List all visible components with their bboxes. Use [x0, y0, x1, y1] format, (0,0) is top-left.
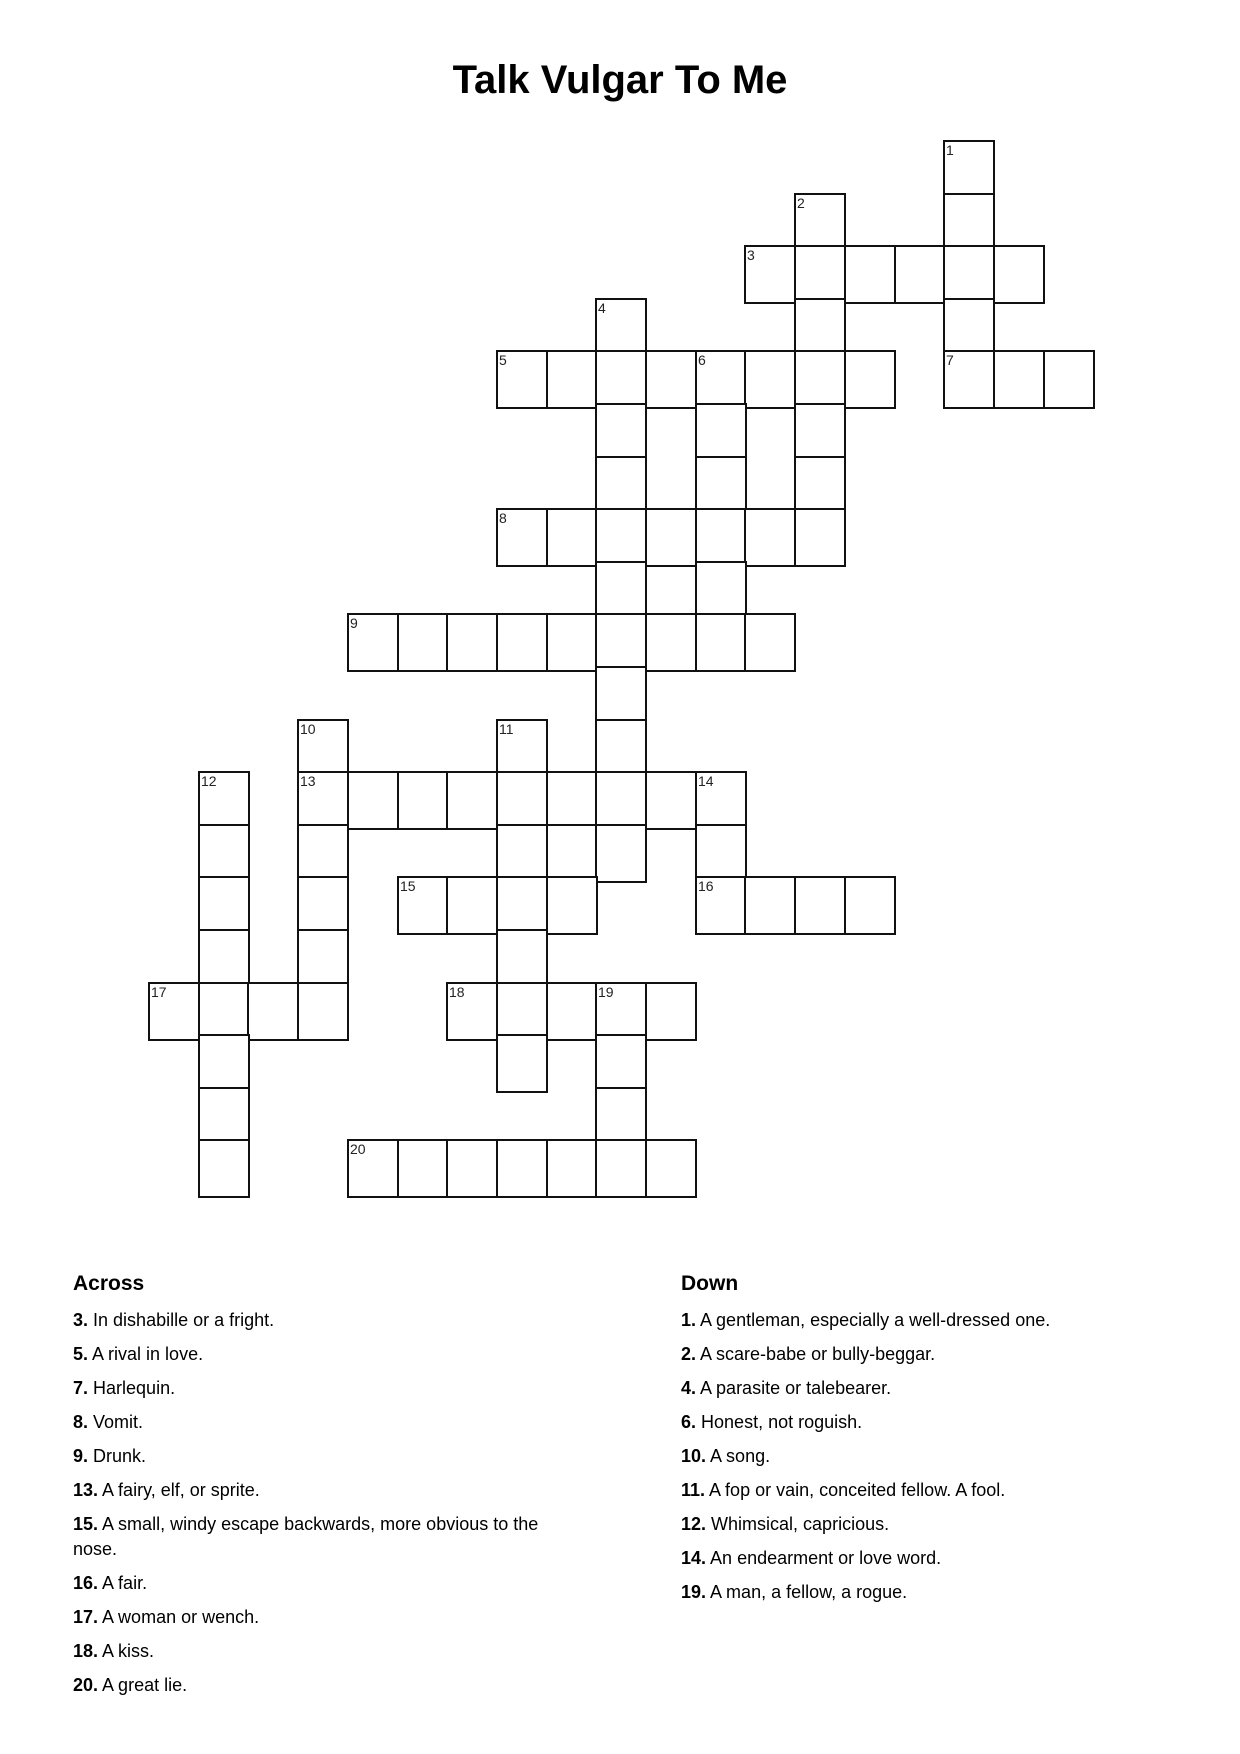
grid-cell[interactable]: [695, 456, 747, 515]
clue-number: 15.: [73, 1514, 99, 1534]
clue-text: A scare-babe or bully-beggar.: [700, 1344, 936, 1364]
clue-text: Vomit.: [93, 1412, 144, 1432]
grid-cell[interactable]: [695, 771, 747, 830]
clue-text: A gentleman, especially a well-dressed one.: [700, 1310, 1051, 1330]
grid-cell[interactable]: [595, 613, 647, 672]
grid-cell[interactable]: [794, 876, 846, 935]
across-clue: [73, 1571, 573, 1596]
clue-number: 2.: [681, 1344, 697, 1364]
clue-number: 8.: [73, 1412, 89, 1432]
grid-cell[interactable]: [198, 771, 250, 830]
clue-number: 1.: [681, 1310, 697, 1330]
grid-cell[interactable]: [198, 982, 250, 1041]
down-clue: [681, 1512, 1181, 1537]
across-clue: [73, 1512, 573, 1562]
grid-cell[interactable]: [744, 613, 796, 672]
grid-cell[interactable]: [794, 298, 846, 357]
grid-cell[interactable]: [595, 350, 647, 409]
grid-cell[interactable]: [595, 508, 647, 567]
grid-cell[interactable]: [496, 982, 548, 1041]
grid-cell[interactable]: [397, 771, 449, 830]
grid-cell[interactable]: [595, 771, 647, 830]
grid-cell[interactable]: [347, 613, 399, 672]
clue-number: 2: [797, 195, 805, 211]
grid-cell[interactable]: [546, 508, 598, 567]
down-clue: [681, 1580, 1181, 1605]
grid-cell[interactable]: [943, 350, 995, 409]
grid-cell[interactable]: [446, 876, 498, 935]
grid-cell[interactable]: [943, 245, 995, 304]
across-clue: [73, 1308, 573, 1333]
clue-number: 6.: [681, 1412, 697, 1432]
grid-cell[interactable]: [347, 771, 399, 830]
grid-cell[interactable]: [943, 298, 995, 357]
grid-cell[interactable]: [595, 666, 647, 725]
clue-number: 10: [300, 721, 316, 737]
clue-text: An endearment or love word.: [710, 1548, 942, 1568]
grid-cell[interactable]: [794, 193, 846, 252]
grid-cell[interactable]: [546, 982, 598, 1041]
grid-cell[interactable]: [645, 1139, 697, 1198]
clue-number: 3: [747, 247, 755, 263]
clue-number: 18: [449, 984, 465, 1000]
grid-cell[interactable]: [595, 1034, 647, 1093]
grid-cell[interactable]: [794, 350, 846, 409]
grid-cell[interactable]: [546, 1139, 598, 1198]
clue-number: 20.: [73, 1675, 99, 1695]
clue-text: A parasite or talebearer.: [700, 1378, 892, 1398]
grid-cell[interactable]: [595, 982, 647, 1041]
grid-cell[interactable]: [645, 613, 697, 672]
grid-cell[interactable]: [695, 876, 747, 935]
down-clues: [681, 1272, 1181, 1614]
grid-cell[interactable]: [446, 1139, 498, 1198]
grid-cell[interactable]: [496, 719, 548, 778]
across-clue: [73, 1410, 573, 1435]
clue-number: 12: [201, 773, 217, 789]
clue-text: A rival in love.: [92, 1344, 204, 1364]
clue-text: Drunk.: [93, 1446, 147, 1466]
grid-cell[interactable]: [595, 824, 647, 883]
grid-cell[interactable]: [794, 508, 846, 567]
across-clue: [73, 1478, 573, 1503]
grid-cell[interactable]: [595, 403, 647, 462]
grid-cell[interactable]: [198, 876, 250, 935]
grid-cell[interactable]: [347, 1139, 399, 1198]
grid-cell[interactable]: [198, 1034, 250, 1093]
clue-number: 16.: [73, 1573, 99, 1593]
grid-cell[interactable]: [297, 929, 349, 988]
clue-number: 5: [499, 352, 507, 368]
grid-cell[interactable]: [645, 982, 697, 1041]
grid-cell[interactable]: [595, 298, 647, 357]
grid-cell[interactable]: [546, 350, 598, 409]
grid-cell[interactable]: [247, 982, 299, 1041]
clue-text: A great lie.: [102, 1675, 188, 1695]
down-clue: [681, 1478, 1181, 1503]
grid-cell[interactable]: [794, 403, 846, 462]
grid-cell[interactable]: [198, 929, 250, 988]
grid-cell[interactable]: [446, 982, 498, 1041]
grid-cell[interactable]: [595, 456, 647, 515]
grid-cell[interactable]: [496, 1034, 548, 1093]
clue-number: 14.: [681, 1548, 707, 1568]
down-clue: [681, 1444, 1181, 1469]
clue-number: 9.: [73, 1446, 89, 1466]
grid-cell[interactable]: [595, 719, 647, 778]
grid-cell[interactable]: [148, 982, 200, 1041]
grid-cell[interactable]: [794, 245, 846, 304]
across-clues: [73, 1272, 573, 1707]
grid-cell[interactable]: [993, 245, 1045, 304]
clue-text: Whimsical, capricious.: [711, 1514, 890, 1534]
grid-cell[interactable]: [943, 140, 995, 199]
clue-number: 14: [698, 773, 714, 789]
clue-text: A kiss.: [102, 1641, 155, 1661]
clue-text: A song.: [710, 1446, 771, 1466]
grid-cell[interactable]: [496, 508, 548, 567]
grid-cell[interactable]: [844, 245, 896, 304]
clue-number: 13.: [73, 1480, 99, 1500]
clue-number: 11: [499, 721, 514, 737]
clue-number: 5.: [73, 1344, 89, 1364]
across-clue: [73, 1376, 573, 1401]
grid-cell[interactable]: [496, 1139, 548, 1198]
clue-number: 15: [400, 878, 416, 894]
down-clue: [681, 1308, 1181, 1333]
down-clue: [681, 1410, 1181, 1435]
across-clue: [73, 1673, 573, 1698]
grid-cell[interactable]: [695, 613, 747, 672]
grid-cell[interactable]: [496, 350, 548, 409]
grid-cell[interactable]: [397, 876, 449, 935]
clue-number: 3.: [73, 1310, 89, 1330]
down-clue: [681, 1342, 1181, 1367]
grid-cell[interactable]: [496, 929, 548, 988]
grid-cell[interactable]: [546, 824, 598, 883]
grid-cell[interactable]: [1043, 350, 1095, 409]
grid-cell[interactable]: [645, 350, 697, 409]
down-clue: [681, 1546, 1181, 1571]
clue-number: 8: [499, 510, 507, 526]
grid-cell[interactable]: [496, 771, 548, 830]
clue-number: 6: [698, 352, 706, 368]
grid-cell[interactable]: [695, 403, 747, 462]
clue-text: Honest, not roguish.: [701, 1412, 863, 1432]
across-heading: Across: [73, 1272, 145, 1295]
grid-cell[interactable]: [744, 350, 796, 409]
grid-cell[interactable]: [397, 613, 449, 672]
grid-cell[interactable]: [794, 456, 846, 515]
grid-cell[interactable]: [595, 1139, 647, 1198]
across-clue: [73, 1444, 573, 1469]
grid-cell[interactable]: [844, 876, 896, 935]
grid-cell[interactable]: [297, 771, 349, 830]
grid-cell[interactable]: [546, 613, 598, 672]
clue-text: A man, a fellow, a rogue.: [710, 1582, 908, 1602]
clue-number: 18.: [73, 1641, 99, 1661]
grid-cell[interactable]: [595, 561, 647, 620]
grid-cell[interactable]: [546, 876, 598, 935]
clue-number: 19.: [681, 1582, 707, 1602]
grid-cell[interactable]: [595, 1087, 647, 1146]
grid-cell[interactable]: [496, 824, 548, 883]
clue-number: 12.: [681, 1514, 707, 1534]
grid-cell[interactable]: [496, 876, 548, 935]
grid-cell[interactable]: [198, 1139, 250, 1198]
clue-number: 10.: [681, 1446, 707, 1466]
clue-text: A woman or wench.: [102, 1607, 260, 1627]
grid-cell[interactable]: [744, 245, 796, 304]
grid-cell[interactable]: [397, 1139, 449, 1198]
clue-number: 4.: [681, 1378, 697, 1398]
clue-number: 4: [598, 300, 606, 316]
clue-number: 19: [598, 984, 614, 1000]
clue-number: 7.: [73, 1378, 89, 1398]
grid-cell[interactable]: [943, 193, 995, 252]
grid-cell[interactable]: [546, 771, 598, 830]
grid-cell[interactable]: [446, 771, 498, 830]
down-heading: Down: [681, 1272, 739, 1295]
across-clue: [73, 1605, 573, 1630]
clue-number: 17.: [73, 1607, 99, 1627]
clue-text: A small, windy escape backwards, more obvious to the nose.: [73, 1514, 539, 1559]
clue-number: 16: [698, 878, 714, 894]
down-clue: [681, 1376, 1181, 1401]
clue-number: 17: [151, 984, 167, 1000]
grid-cell[interactable]: [297, 719, 349, 778]
grid-cell[interactable]: [645, 508, 697, 567]
grid-cell[interactable]: [695, 824, 747, 883]
grid-cell[interactable]: [844, 350, 896, 409]
across-clue: [73, 1342, 573, 1367]
clue-text: In dishabille or a fright.: [93, 1310, 275, 1330]
page-title: Talk Vulgar To Me: [452, 58, 788, 102]
grid-cell[interactable]: [297, 982, 349, 1041]
grid-cell[interactable]: [695, 561, 747, 620]
grid-cell[interactable]: [744, 508, 796, 567]
clue-text: Harlequin.: [93, 1378, 176, 1398]
clue-number: 20: [350, 1141, 366, 1157]
grid-cell[interactable]: [894, 245, 946, 304]
across-clue-list: [73, 1308, 573, 1698]
grid-cell[interactable]: [695, 508, 747, 567]
clue-number: 13: [300, 773, 316, 789]
grid-cell[interactable]: [645, 771, 697, 830]
clue-number: 7: [946, 352, 954, 368]
grid-cell[interactable]: [744, 876, 796, 935]
clue-number: 9: [350, 615, 358, 631]
clue-text: A fop or vain, conceited fellow. A fool.: [709, 1480, 1006, 1500]
grid-cell[interactable]: [198, 824, 250, 883]
clue-text: A fair.: [102, 1573, 148, 1593]
clue-text: A fairy, elf, or sprite.: [102, 1480, 260, 1500]
down-clue-list: [681, 1308, 1181, 1605]
grid-cell[interactable]: [446, 613, 498, 672]
grid-cell[interactable]: [198, 1087, 250, 1146]
grid-cell[interactable]: [297, 876, 349, 935]
grid-cell[interactable]: [993, 350, 1045, 409]
clue-number: 11.: [681, 1480, 706, 1500]
clue-number: 1: [946, 142, 954, 158]
grid-cell[interactable]: [695, 350, 747, 409]
grid-cell[interactable]: [297, 824, 349, 883]
across-clue: [73, 1639, 573, 1664]
grid-cell[interactable]: [496, 613, 548, 672]
